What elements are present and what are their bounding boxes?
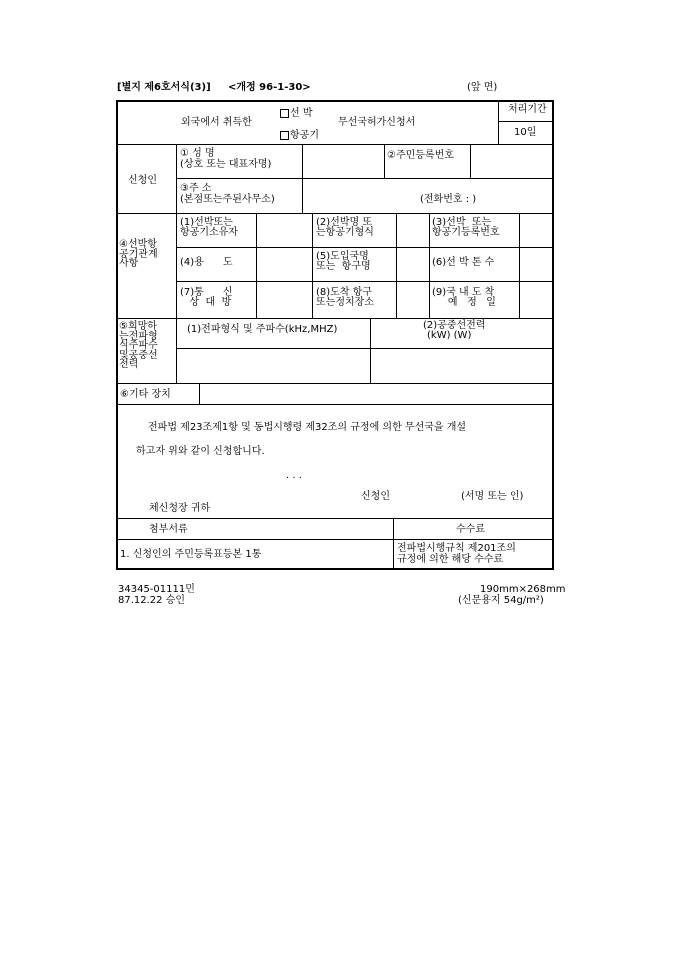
paper-size: 190mm×268mm xyxy=(480,584,566,595)
vessel-section-label: ④선박항 공기관계 사항 xyxy=(119,239,158,269)
radio-mid-line xyxy=(370,318,371,383)
radio-section-label: ⑤희망하 는전파형 식주파수 및공중선 전력 xyxy=(119,321,158,370)
other-col-line xyxy=(199,383,200,404)
phone-label: (전화번호 : ) xyxy=(420,194,477,205)
radio-col-line xyxy=(176,318,177,383)
option-aircraft-label: 항공기 xyxy=(290,130,319,141)
attachments-line xyxy=(116,539,553,540)
applicant-sign-label: 신청인 xyxy=(361,491,390,502)
paper-type: (신문용지 54g/m²) xyxy=(458,595,544,606)
applicant-mid-line xyxy=(176,178,552,179)
emission-field[interactable] xyxy=(178,350,368,381)
title-divider xyxy=(498,100,499,144)
form-id: [별지 제6호서식(3)] xyxy=(117,82,211,93)
form-code: 34345-01111민 xyxy=(118,584,195,595)
fee-text-2: 규정에 의한 해당 수수료 xyxy=(397,554,504,565)
power-header: (2)공중선전력 xyxy=(423,320,486,331)
declaration-line-2: 하고자 위와 같이 신청합니다. xyxy=(136,446,265,457)
tonnage-label: (6)선 박 톤 수 xyxy=(432,257,495,268)
option-aircraft[interactable] xyxy=(280,126,319,141)
power-unit: (kW) (W) xyxy=(427,330,472,341)
processing-divider xyxy=(498,121,552,122)
ship-checkbox[interactable] xyxy=(280,109,289,118)
import-country-field[interactable] xyxy=(398,249,427,279)
owner-label: (1)선박또는 항공기소유자 xyxy=(180,217,238,238)
date-placeholder[interactable]: . . . xyxy=(286,470,302,481)
correspondent-field[interactable] xyxy=(258,283,310,316)
vessel-name-field[interactable] xyxy=(398,215,427,245)
other-devices-field[interactable] xyxy=(201,385,550,402)
attachment-item-1: 1. 신청인의 주민등록표등본 1통 xyxy=(120,549,262,560)
fee-divider xyxy=(393,518,394,568)
signature-placeholder[interactable]: (서명 또는 인) xyxy=(461,491,524,502)
correspondent-label: (7)통 신 상 대 방 xyxy=(180,287,233,308)
processing-value: 10일 xyxy=(514,127,537,138)
fee-text-1: 전파법시행규칙 제201조의 xyxy=(397,543,516,554)
import-country-label: (5)도입국명 또는 항구명 xyxy=(316,251,371,272)
name-field[interactable] xyxy=(304,147,382,177)
owner-field[interactable] xyxy=(258,215,310,245)
option-ship[interactable] xyxy=(280,104,313,119)
arrival-port-label: (8)도착 항구 또는정치장소 xyxy=(316,287,374,308)
usage-label: (4)용 도 xyxy=(180,257,233,268)
frame-top xyxy=(116,100,553,102)
vessel-v-4 xyxy=(429,213,430,318)
frame-right xyxy=(552,100,554,569)
title-suffix: 무선국허가신청서 xyxy=(338,117,416,128)
registration-field[interactable] xyxy=(521,215,550,245)
arrival-date-label: (9)국 내 도 착 예 정 일 xyxy=(432,287,496,308)
name-label: ① 성 명 xyxy=(180,148,215,159)
resident-no-field[interactable] xyxy=(472,147,550,177)
registration-label: (3)선박 또는 항공기등록번호 xyxy=(432,217,500,238)
tonnage-field[interactable] xyxy=(521,249,550,279)
other-devices-label: ⑥기타 장치 xyxy=(120,389,171,400)
revision-note: <개정 96-1-30> xyxy=(228,82,311,93)
attachments-header: 첨부서류 xyxy=(149,524,188,535)
radio-row-line xyxy=(176,348,552,349)
vessel-v-5 xyxy=(519,213,520,318)
row-line-5 xyxy=(116,404,553,405)
arrival-date-field[interactable] xyxy=(521,283,550,316)
frame-bottom xyxy=(116,568,554,570)
row-line-1 xyxy=(116,144,553,145)
row-line-4 xyxy=(116,383,553,384)
resident-no-label: ②주민등록번호 xyxy=(387,150,454,161)
emission-header: (1)전파형식 및 주파수(kHz,MHZ) xyxy=(187,324,338,335)
arrival-port-field[interactable] xyxy=(398,283,427,316)
address-field[interactable] xyxy=(304,181,414,211)
name-sublabel: (상호 또는 대표자명) xyxy=(180,159,272,170)
power-field[interactable] xyxy=(372,350,550,381)
vessel-v-1 xyxy=(256,213,257,318)
row-line-3 xyxy=(116,318,553,319)
address-sublabel: (본점또는주된사무소) xyxy=(180,194,275,205)
approval-date: 87.12.22 승인 xyxy=(118,595,186,606)
option-ship-label: 선 박 xyxy=(290,108,313,119)
declaration-line-1: 전파법 제23조제1항 및 동법시행령 제32조의 규정에 의한 무선국을 개설 xyxy=(148,422,467,433)
resident-col-line xyxy=(384,144,385,178)
page-side: (앞 면) xyxy=(467,82,498,93)
applicant-label: 신청인 xyxy=(128,175,157,186)
fee-header: 수수료 xyxy=(456,524,485,535)
vessel-row-1 xyxy=(176,247,552,248)
resident-value-line xyxy=(470,144,471,178)
title-prefix: 외국에서 취득한 xyxy=(181,117,252,128)
vessel-col-line xyxy=(176,213,177,318)
aircraft-checkbox[interactable] xyxy=(280,131,289,140)
vessel-v-2 xyxy=(312,213,313,318)
address-label: ③주 소 xyxy=(180,183,212,194)
vessel-v-3 xyxy=(396,213,397,318)
processing-label: 처리기간 xyxy=(508,104,547,115)
addressee: 체신청장 귀하 xyxy=(149,503,211,514)
vessel-name-label: (2)선박명 또 는항공기형식 xyxy=(316,217,374,238)
usage-field[interactable] xyxy=(258,249,310,279)
row-line-2 xyxy=(116,213,553,214)
frame-left xyxy=(116,100,118,569)
row-line-6 xyxy=(116,518,553,519)
vessel-row-2 xyxy=(176,281,552,282)
